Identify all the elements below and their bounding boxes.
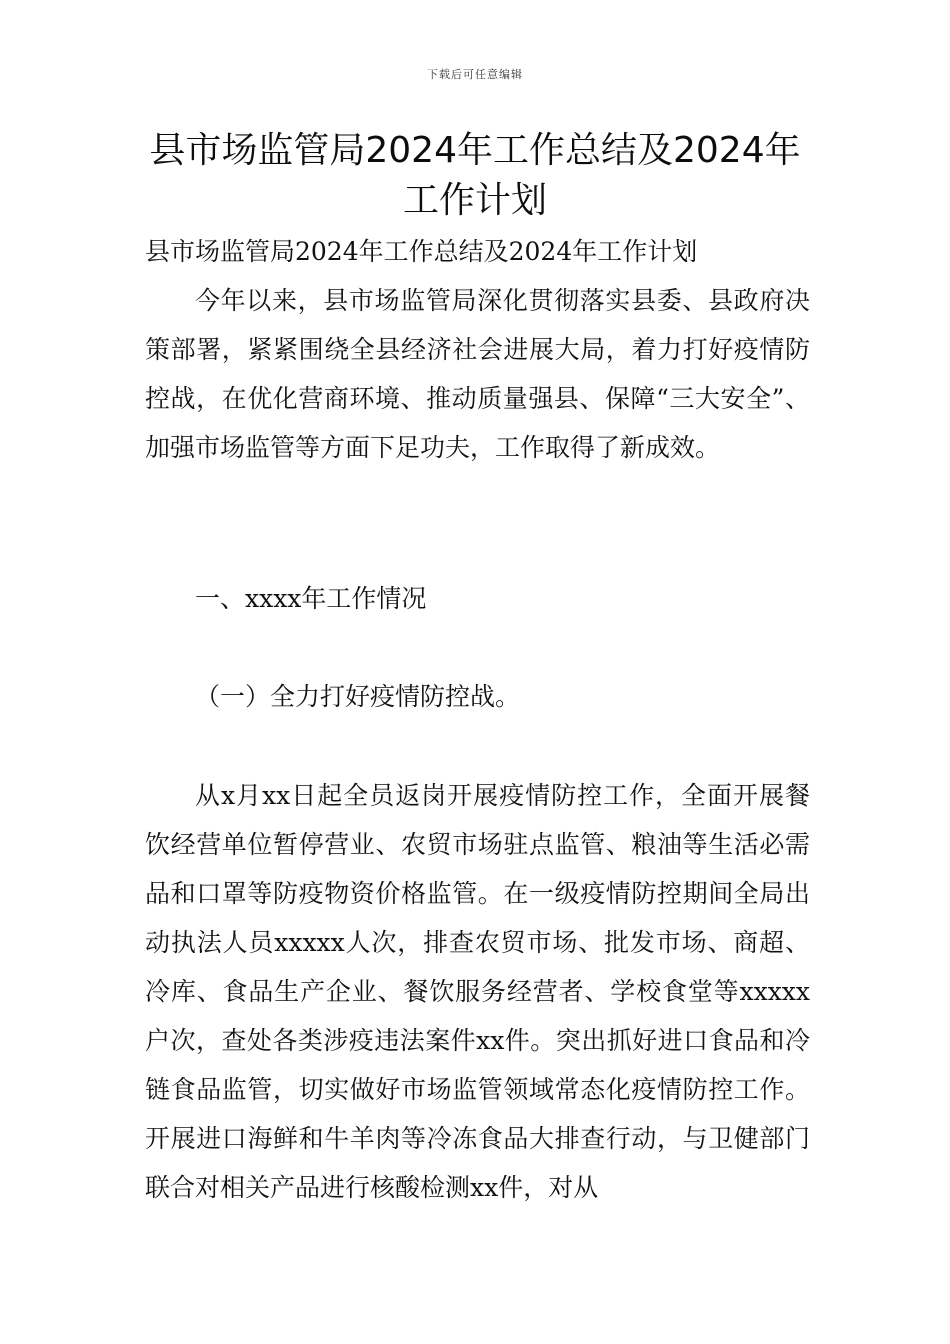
document-title: 县市场监管局2024年工作总结及2024年工作计划 <box>149 130 801 221</box>
document-subtitle: 县市场监管局2024年工作总结及2024年工作计划 <box>145 237 698 266</box>
body-paragraph: 从x月xx日起全员返岗开展疫情防控工作，全面开展餐饮经营单位暂停营业、农贸市场驻点监管、粮油等生活必需品和口罩等防疫物资价格监管。在一级疫情防控期间全局出动执法人员xxxxx人次，排查农贸市场、批发市场、商超、冷库、食品生产企业、餐饮服务经营者、学校食堂等xxxxx户次，查处各类涉疫违法案件xx件。突出抓好进口食品和冷链食品监管，切实做好市场监管领域常态化疫情防控工作。开展进口海鲜和牛羊肉等冷冻食品大排查行动，与卫健部门联合对相关产品进行核酸检测xx件，对从 <box>145 781 810 1202</box>
subsection-heading: （一）全力打好疫情防控战。 <box>195 682 521 711</box>
section-heading: 一、xxxx年工作情况 <box>195 584 427 613</box>
intro-paragraph: 今年以来，县市场监管局深化贯彻落实县委、县政府决策部署，紧紧围绕全县经济社会进展大局，着力打好疫情防控战，在优化营商环境、推动质量强县、保障“三大安全”、加强市场监管等方面下足功夫，工作取得了新成效。 <box>145 286 810 462</box>
header-note: 下载后可任意编辑 <box>427 68 523 81</box>
